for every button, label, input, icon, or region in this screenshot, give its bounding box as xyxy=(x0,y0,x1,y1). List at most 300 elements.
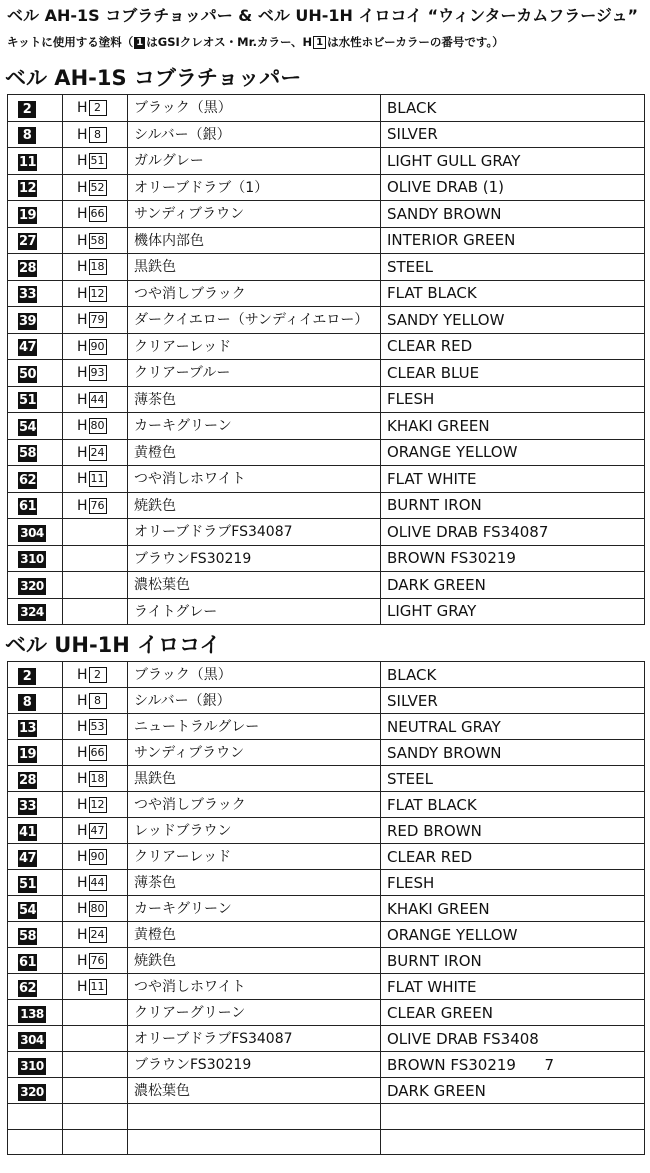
english-color-name-cell xyxy=(381,227,645,254)
english-color-name-cell xyxy=(381,1026,645,1052)
table-row xyxy=(8,386,645,413)
japanese-color-name-cell xyxy=(128,792,381,818)
japanese-color-name: 濃松葉色 xyxy=(134,577,190,594)
mr-color-number-badge: 54 xyxy=(19,902,37,918)
japanese-color-name-cell xyxy=(128,870,381,896)
table-row xyxy=(8,766,645,792)
mr-color-number-badge: 51 xyxy=(19,876,37,892)
english-color-name: CLEAR RED xyxy=(387,337,473,356)
table-row xyxy=(8,545,645,572)
english-color-name: KHAKI GREEN xyxy=(387,416,490,435)
hobby-color-number-cell xyxy=(63,844,128,870)
english-color-name-cell xyxy=(381,1078,645,1104)
japanese-color-name-cell xyxy=(128,519,381,546)
hobby-color-number-box: 18 xyxy=(90,772,105,785)
mr-color-number-cell xyxy=(8,688,63,714)
japanese-color-name: 黄橙色 xyxy=(134,444,176,461)
table-row xyxy=(8,227,645,254)
mr-color-number-badge: 8 xyxy=(18,694,36,711)
japanese-color-name-cell xyxy=(128,201,381,228)
hobby-color-number-box: 53 xyxy=(90,720,105,733)
english-color-name: FLAT WHITE xyxy=(387,977,477,996)
japanese-color-name-cell xyxy=(128,439,381,466)
english-color-name-cell xyxy=(381,572,645,599)
hobby-color-number-cell xyxy=(63,201,128,228)
hobby-color-prefix: H xyxy=(77,667,88,683)
hobby-color-prefix: H xyxy=(77,100,88,117)
table-row xyxy=(8,662,645,688)
english-color-name-cell xyxy=(381,818,645,844)
japanese-color-name: つや消しホワイト xyxy=(134,979,246,995)
japanese-color-name-cell xyxy=(128,662,381,688)
japanese-color-name-cell xyxy=(128,974,381,1000)
english-color-name-cell xyxy=(381,688,645,714)
hobby-color-prefix: H xyxy=(77,797,88,813)
hobby-color-number-cell xyxy=(63,280,128,307)
mr-color-number-cell xyxy=(8,333,63,360)
hobby-color-number-box: 51 xyxy=(90,154,105,168)
japanese-color-name: ブラック（黒） xyxy=(134,667,232,683)
hobby-color-number-cell xyxy=(63,360,128,387)
mr-color-number-cell xyxy=(8,974,63,1000)
table-row xyxy=(8,870,645,896)
japanese-color-name-cell xyxy=(128,360,381,387)
mr-color-number-cell xyxy=(8,280,63,307)
japanese-color-name-cell xyxy=(128,121,381,148)
english-color-name: STEEL xyxy=(387,257,433,276)
mr-color-number-cell xyxy=(8,519,63,546)
japanese-color-name-cell xyxy=(128,714,381,740)
mr-color-number-badge: 13 xyxy=(19,720,37,736)
english-color-name-cell xyxy=(381,360,645,387)
hobby-color-number-box: 18 xyxy=(90,260,105,274)
english-color-name-cell xyxy=(381,1000,645,1026)
japanese-color-name-cell xyxy=(128,896,381,922)
table-row xyxy=(8,792,645,818)
hobby-color-number-cell xyxy=(63,974,128,1000)
mr-color-number-badge: 320 xyxy=(18,1084,46,1101)
mr-color-number-cell xyxy=(8,201,63,228)
mr-color-number-badge: 33 xyxy=(19,287,37,303)
english-color-name-cell xyxy=(381,922,645,948)
japanese-color-name-cell xyxy=(128,1104,381,1130)
hobby-color-prefix: H xyxy=(77,471,88,488)
mr-color-number-cell xyxy=(8,948,63,974)
table-row xyxy=(8,714,645,740)
japanese-color-name: 黒鉄色 xyxy=(134,259,176,276)
table-row xyxy=(8,95,645,122)
japanese-color-name-cell xyxy=(128,95,381,122)
hobby-color-number-cell xyxy=(63,792,128,818)
english-color-name: SANDY BROWN xyxy=(387,204,502,223)
hobby-color-number-box: 79 xyxy=(90,313,105,327)
japanese-color-name-cell xyxy=(128,572,381,599)
hobby-color-number-cell xyxy=(63,148,128,175)
mr-color-number-badge: 62 xyxy=(19,472,37,488)
hobby-color-number-cell xyxy=(63,519,128,546)
mr-color-number-cell xyxy=(8,714,63,740)
hobby-color-prefix: H xyxy=(77,927,88,943)
mr-color-number-cell xyxy=(8,95,63,122)
table-row xyxy=(8,1078,645,1104)
japanese-color-name-cell xyxy=(128,413,381,440)
table-row xyxy=(8,896,645,922)
japanese-color-name-cell xyxy=(128,922,381,948)
mr-color-number-badge: 27 xyxy=(19,234,37,250)
subtitle-prefix: キットに使用する塗料（ xyxy=(7,35,134,49)
english-color-name-cell xyxy=(381,333,645,360)
english-color-name: BLACK xyxy=(387,665,437,684)
table-row xyxy=(8,1052,645,1078)
mr-color-number-badge: 28 xyxy=(19,772,37,788)
mr-color-number-badge: 50 xyxy=(19,366,37,382)
english-color-name-cell xyxy=(381,1104,645,1130)
english-color-name: KHAKI GREEN xyxy=(387,899,490,918)
hobby-color-number-box: 66 xyxy=(90,207,105,221)
mr-color-number-cell xyxy=(8,174,63,201)
japanese-color-name: ダークイエロー（サンディイエロー） xyxy=(134,312,369,329)
english-color-name-cell xyxy=(381,280,645,307)
table-row xyxy=(8,492,645,519)
english-color-name: STEEL xyxy=(387,769,433,788)
hobby-color-prefix: H xyxy=(77,259,88,276)
table-row xyxy=(8,818,645,844)
hobby-color-prefix: H xyxy=(77,771,88,787)
mr-color-number-badge: 138 xyxy=(18,1006,46,1023)
english-color-name-cell xyxy=(381,519,645,546)
table-row xyxy=(8,1104,645,1130)
japanese-color-name: クリアーレッド xyxy=(134,849,232,865)
hobby-color-prefix: H xyxy=(77,153,88,170)
japanese-color-name: サンディブラウン xyxy=(134,745,245,761)
japanese-color-name: 機体内部色 xyxy=(134,232,204,249)
english-color-name: SANDY YELLOW xyxy=(387,310,505,329)
table-row xyxy=(8,174,645,201)
mr-color-number-badge: 19 xyxy=(19,746,37,762)
hobby-color-number-cell xyxy=(63,254,128,281)
table-row xyxy=(8,844,645,870)
english-color-name: OLIVE DRAB (1) xyxy=(387,178,505,197)
hobby-color-number-box: 11 xyxy=(90,980,105,993)
english-color-name: DARK GREEN xyxy=(387,1081,486,1100)
english-color-name: FLAT BLACK xyxy=(387,284,477,303)
hobby-color-number-cell xyxy=(63,1026,128,1052)
english-color-name-cell xyxy=(381,844,645,870)
hobby-color-number-cell xyxy=(63,948,128,974)
mr-color-number-cell xyxy=(8,662,63,688)
hobby-color-number-cell xyxy=(63,333,128,360)
japanese-color-name-cell xyxy=(128,1129,381,1155)
english-color-name-cell xyxy=(381,174,645,201)
subtitle-mid: はGSIクレオス・Mr.カラー、H xyxy=(146,35,313,49)
mr-color-number-cell xyxy=(8,896,63,922)
hobby-color-prefix: H xyxy=(77,206,88,223)
hobby-color-prefix: H xyxy=(77,285,88,302)
hobby-color-number-box: 90 xyxy=(90,850,105,863)
table-row xyxy=(8,307,645,334)
mr-color-number-cell xyxy=(8,386,63,413)
hobby-color-number-cell xyxy=(63,439,128,466)
hobby-color-number-cell xyxy=(63,121,128,148)
japanese-color-name-cell xyxy=(128,688,381,714)
english-color-name: OLIVE DRAB FS3408 xyxy=(387,1029,539,1048)
english-color-name-cell xyxy=(381,201,645,228)
english-color-name: FLAT BLACK xyxy=(387,795,477,814)
mr-color-number-cell xyxy=(8,148,63,175)
hobby-color-number-cell xyxy=(63,492,128,519)
mr-color-number-badge: 61 xyxy=(19,499,37,515)
hobby-color-number-box: 2 xyxy=(89,667,107,683)
japanese-color-name-cell xyxy=(128,948,381,974)
mr-color-number-cell xyxy=(8,740,63,766)
hobby-color-number-box: 24 xyxy=(90,445,105,459)
table-row xyxy=(8,413,645,440)
english-color-name: CLEAR GREEN xyxy=(387,1003,493,1022)
mr-color-number-badge: 11 xyxy=(19,154,37,170)
japanese-color-name-cell xyxy=(128,254,381,281)
english-color-name-cell xyxy=(381,492,645,519)
mr-color-number-badge: 19 xyxy=(19,207,37,223)
mr-color-number-cell xyxy=(8,227,63,254)
english-color-name: FLAT WHITE xyxy=(387,469,477,488)
table-row xyxy=(8,519,645,546)
hobby-color-number-cell xyxy=(63,572,128,599)
mr-color-number-badge: 33 xyxy=(19,798,37,814)
japanese-color-name-cell xyxy=(128,227,381,254)
japanese-color-name: 濃松葉色 xyxy=(134,1083,190,1099)
english-color-name-cell xyxy=(381,792,645,818)
japanese-color-name-cell xyxy=(128,333,381,360)
document-title: ベル AH-1S コブラチョッパー & ベル UH-1H イロコイ “ウィンターカムフラージュ” xyxy=(7,6,639,25)
japanese-color-name-cell xyxy=(128,766,381,792)
japanese-color-name-cell xyxy=(128,818,381,844)
english-color-name: BROWN FS30219 xyxy=(387,549,516,568)
mr-color-number-badge: 61 xyxy=(19,954,37,970)
hobby-color-number-box: 66 xyxy=(90,746,105,759)
english-color-name-cell xyxy=(381,766,645,792)
japanese-color-name: ニュートラルグレー xyxy=(134,719,260,735)
hobby-color-prefix: H xyxy=(77,745,88,761)
mr-color-number-cell xyxy=(8,492,63,519)
english-color-name-cell xyxy=(381,413,645,440)
japanese-color-name: 黄橙色 xyxy=(134,927,176,943)
hobby-color-number-box: 52 xyxy=(90,180,105,194)
subtitle-hobby-color-box: 1 xyxy=(313,36,326,49)
hobby-color-number-cell xyxy=(63,1104,128,1130)
hobby-color-number-box: 44 xyxy=(90,876,105,889)
mr-color-number-badge: 310 xyxy=(18,551,46,568)
japanese-color-name: つや消しホワイト xyxy=(134,471,246,488)
hobby-color-number-box: 8 xyxy=(89,693,107,709)
hobby-color-number-cell xyxy=(63,1000,128,1026)
hobby-color-prefix: H xyxy=(77,418,88,435)
hobby-color-prefix: H xyxy=(77,444,88,461)
mr-color-number-cell xyxy=(8,922,63,948)
japanese-color-name: ブラウンFS30219 xyxy=(134,550,252,567)
japanese-color-name: クリアーブルー xyxy=(134,365,231,382)
english-color-name: ORANGE YELLOW xyxy=(387,443,518,462)
mr-color-number-cell xyxy=(8,413,63,440)
mr-color-number-badge: 304 xyxy=(18,1032,46,1049)
hobby-color-number-box: 80 xyxy=(90,902,105,915)
mr-color-number-badge: 58 xyxy=(19,928,37,944)
mr-color-number-cell xyxy=(8,439,63,466)
english-color-name: FLESH xyxy=(387,873,435,892)
japanese-color-name: ブラウンFS30219 xyxy=(134,1057,252,1073)
hobby-color-number-cell xyxy=(63,740,128,766)
table-row xyxy=(8,360,645,387)
hobby-color-prefix: H xyxy=(77,179,88,196)
table-row xyxy=(8,948,645,974)
mr-color-number-cell xyxy=(8,1052,63,1078)
english-color-name: SANDY BROWN xyxy=(387,743,502,762)
hobby-color-number-box: 12 xyxy=(90,286,105,300)
mr-color-number-badge: 47 xyxy=(19,850,37,866)
japanese-color-name: ガルグレー xyxy=(134,153,204,170)
table-row xyxy=(8,1000,645,1026)
japanese-color-name: オリーブドラブ（1） xyxy=(134,179,269,196)
hobby-color-prefix: H xyxy=(77,823,88,839)
mr-color-number-cell xyxy=(8,545,63,572)
table-row xyxy=(8,974,645,1000)
japanese-color-name-cell xyxy=(128,1026,381,1052)
english-color-name-cell xyxy=(381,95,645,122)
hobby-color-prefix: H xyxy=(77,232,88,249)
table-row xyxy=(8,439,645,466)
japanese-color-name-cell xyxy=(128,1078,381,1104)
english-color-name-cell xyxy=(381,662,645,688)
hobby-color-prefix: H xyxy=(77,901,88,917)
japanese-color-name-cell xyxy=(128,148,381,175)
table-row xyxy=(8,922,645,948)
table-row xyxy=(8,572,645,599)
mr-color-number-cell xyxy=(8,121,63,148)
hobby-color-number-box: 76 xyxy=(90,498,105,512)
english-color-name-cell xyxy=(381,974,645,1000)
english-color-name-cell xyxy=(381,740,645,766)
english-color-name: CLEAR RED xyxy=(387,847,473,866)
hobby-color-prefix: H xyxy=(77,979,88,995)
mr-color-number-cell xyxy=(8,466,63,493)
english-color-name-cell xyxy=(381,1052,645,1078)
table-row xyxy=(8,740,645,766)
hobby-color-prefix: H xyxy=(77,126,88,143)
mr-color-number-badge: 39 xyxy=(19,313,37,329)
hobby-color-number-cell xyxy=(63,598,128,625)
hobby-color-number-box: 90 xyxy=(90,339,105,353)
mr-color-number-badge: 41 xyxy=(19,824,37,840)
mr-color-number-badge: 28 xyxy=(19,260,37,276)
english-color-name-cell xyxy=(381,307,645,334)
japanese-color-name: 黒鉄色 xyxy=(134,771,176,787)
english-color-name-cell xyxy=(381,466,645,493)
hobby-color-number-cell xyxy=(63,1052,128,1078)
english-color-name-cell xyxy=(381,1129,645,1155)
japanese-color-name: カーキグリーン xyxy=(134,901,232,917)
hobby-color-prefix: H xyxy=(77,849,88,865)
english-color-name-cell xyxy=(381,386,645,413)
table-row xyxy=(8,1129,645,1155)
mr-color-number-cell xyxy=(8,307,63,334)
table-row xyxy=(8,466,645,493)
japanese-color-name-cell xyxy=(128,492,381,519)
mr-color-number-cell xyxy=(8,1104,63,1130)
mr-color-number-badge: 47 xyxy=(19,340,37,356)
hobby-color-number-box: 11 xyxy=(90,472,105,486)
english-color-name: LIGHT GRAY xyxy=(387,602,477,621)
japanese-color-name-cell xyxy=(128,844,381,870)
japanese-color-name: オリーブドラブFS34087 xyxy=(134,1031,293,1047)
hobby-color-number-cell xyxy=(63,1129,128,1155)
japanese-color-name: カーキグリーン xyxy=(134,418,232,435)
japanese-color-name-cell xyxy=(128,174,381,201)
japanese-color-name: 薄茶色 xyxy=(134,875,176,891)
mr-color-number-cell xyxy=(8,870,63,896)
mr-color-number-badge: 62 xyxy=(19,980,37,996)
hobby-color-number-box: 80 xyxy=(90,419,105,433)
hobby-color-number-cell xyxy=(63,922,128,948)
english-color-name: ORANGE YELLOW xyxy=(387,925,518,944)
subtitle-mr-color-badge: 1 xyxy=(136,37,144,48)
hobby-color-prefix: H xyxy=(77,338,88,355)
japanese-color-name: つや消しブラック xyxy=(134,797,246,813)
mr-color-number-badge: 2 xyxy=(18,101,36,118)
hobby-color-number-box: 2 xyxy=(89,100,107,116)
hobby-color-number-cell xyxy=(63,766,128,792)
english-color-name-cell xyxy=(381,148,645,175)
section-title-uh1h: ベル UH-1H イロコイ xyxy=(5,633,221,657)
mr-color-number-badge: 320 xyxy=(18,578,46,595)
english-color-name: SILVER xyxy=(387,125,438,144)
japanese-color-name: 薄茶色 xyxy=(134,391,176,408)
table-row xyxy=(8,121,645,148)
hobby-color-number-cell xyxy=(63,896,128,922)
hobby-color-number-cell xyxy=(63,818,128,844)
japanese-color-name: レッドブラウン xyxy=(134,823,232,839)
hobby-color-number-cell xyxy=(63,413,128,440)
english-color-name: NEUTRAL GRAY xyxy=(387,717,501,736)
mr-color-number-cell xyxy=(8,572,63,599)
mr-color-number-badge: 54 xyxy=(19,419,37,435)
english-color-name: SILVER xyxy=(387,691,438,710)
mr-color-number-badge: 51 xyxy=(19,393,37,409)
japanese-color-name-cell xyxy=(128,1000,381,1026)
japanese-color-name: シルバー（銀） xyxy=(134,126,231,143)
mr-color-number-cell xyxy=(8,844,63,870)
document-subtitle xyxy=(7,34,647,50)
hobby-color-number-cell xyxy=(63,1078,128,1104)
japanese-color-name: シルバー（銀） xyxy=(134,693,231,709)
japanese-color-name-cell xyxy=(128,545,381,572)
hobby-color-prefix: H xyxy=(77,497,88,514)
hobby-color-number-cell xyxy=(63,662,128,688)
table-row xyxy=(8,333,645,360)
table-row xyxy=(8,280,645,307)
hobby-color-number-cell xyxy=(63,227,128,254)
english-color-name-cell xyxy=(381,121,645,148)
english-color-name-cell xyxy=(381,714,645,740)
english-color-name: INTERIOR GREEN xyxy=(387,231,516,250)
english-color-name-cell xyxy=(381,598,645,625)
hobby-color-number-box: 93 xyxy=(90,366,105,380)
english-color-name: CLEAR BLUE xyxy=(387,363,480,382)
hobby-color-number-cell xyxy=(63,466,128,493)
japanese-color-name-cell xyxy=(128,466,381,493)
paint-table-uh1h xyxy=(7,661,645,1155)
english-color-name: OLIVE DRAB FS34087 xyxy=(387,522,549,541)
english-color-name-cell xyxy=(381,545,645,572)
mr-color-number-badge: 2 xyxy=(18,668,36,685)
